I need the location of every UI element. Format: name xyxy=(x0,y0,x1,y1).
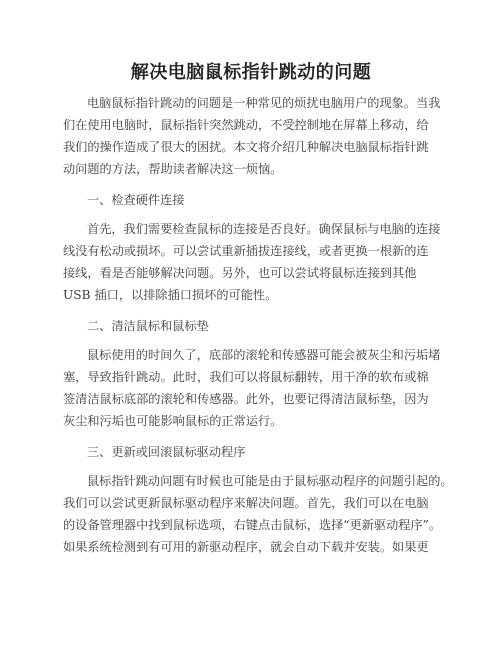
section-heading-3: 三、更新或回滚鼠标驱动程序 xyxy=(87,445,246,459)
section-3-line-2: 我们可以尝试更新鼠标驱动程序来解决问题。首先，我们可以在电脑 xyxy=(63,496,429,510)
section-heading-1: 一、检查硬件连接 xyxy=(87,193,185,207)
section-1-line-4: USB 插口，以排除插口损坏的可能性。 xyxy=(63,288,278,302)
section-2-line-4: 灰尘和污垢也可能影响鼠标的正常运行。 xyxy=(63,414,283,428)
section-2-line-1: 鼠标使用的时间久了，底部的滚轮和传感器可能会被灰尘和污垢堵 xyxy=(87,348,441,362)
section-heading-2: 二、清洁鼠标和鼠标垫 xyxy=(87,319,209,333)
section-3-line-3: 的设备管理器中找到鼠标选项，右键点击鼠标，选择“更新驱动程序”。 xyxy=(63,518,442,532)
section-1-line-3: 接线，看是否能够解决问题。另外，也可以尝试将鼠标连接到其他 xyxy=(63,266,417,280)
intro-line-4: 动问题的方法，帮助读者解决这一烦恼。 xyxy=(63,162,283,176)
section-3-line-4: 如果系统检测到有可用的新驱动程序，就会自动下载并安装。如果更 xyxy=(63,540,429,554)
section-2-line-2: 塞，导致指针跳动。此时，我们可以将鼠标翻转，用干净的软布或棉 xyxy=(63,370,429,384)
section-2-line-3: 签清洁鼠标底部的滚轮和传感器。此外，也要记得清洁鼠标垫，因为 xyxy=(63,392,429,406)
intro-line-2: 们在使用电脑时，鼠标指针突然跳动，不受控制地在屏幕上移动，给 xyxy=(63,118,429,132)
section-1-line-1: 首先，我们需要检查鼠标的连接是否良好。确保鼠标与电脑的连接 xyxy=(87,222,441,236)
section-1-line-2: 线没有松动或损坏。可以尝试重新插拔连接线，或者更换一根新的连 xyxy=(63,244,429,258)
page-title: 解决电脑鼠标指针跳动的问题 xyxy=(130,62,372,83)
section-3-line-1: 鼠标指针跳动问题有时候也可能是由于鼠标驱动程序的问题引起的。 xyxy=(87,474,453,488)
intro-line-3: 我们的操作造成了很大的困扰。本文将介绍几种解决电脑鼠标指针跳 xyxy=(63,140,429,154)
intro-line-1: 电脑鼠标指针跳动的问题是一种常见的烦扰电脑用户的现象。当我 xyxy=(87,96,441,110)
